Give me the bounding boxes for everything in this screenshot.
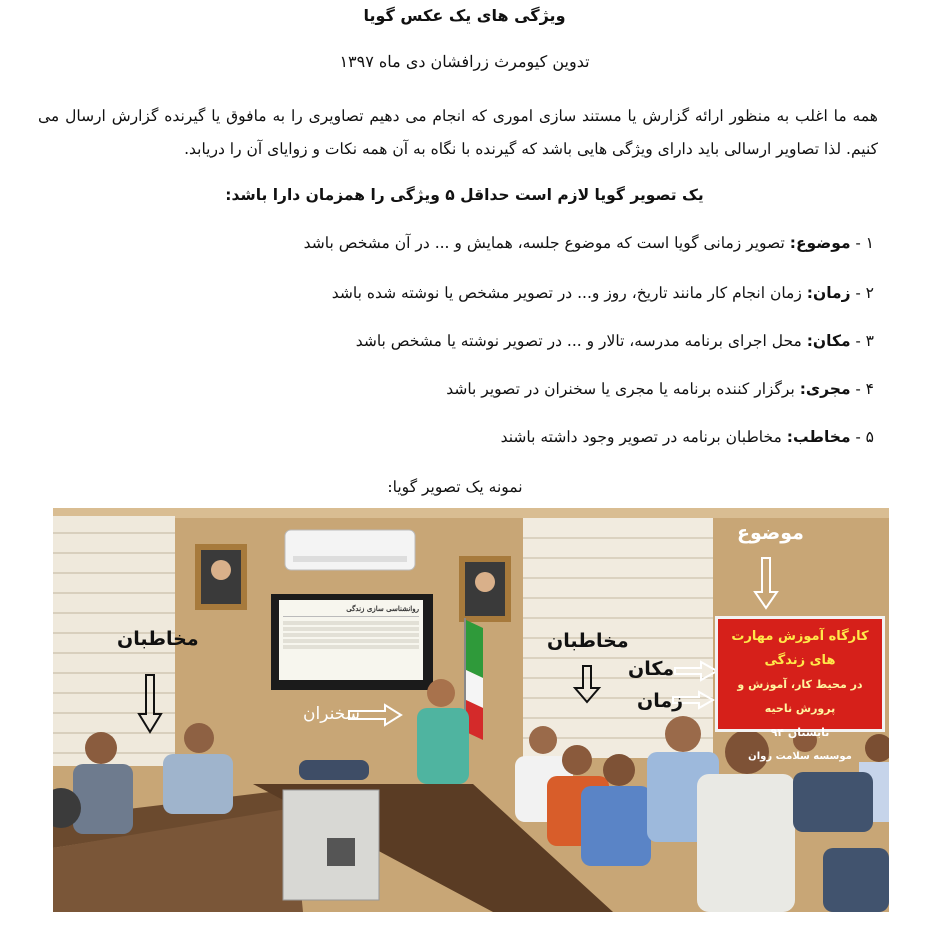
banner-line-4: موسسه سلامت روان	[748, 751, 852, 762]
label-place: مکان	[628, 658, 675, 680]
photo-caption: نمونه یک تصویر گویا:	[387, 478, 523, 496]
item-number: ۲ -	[855, 284, 874, 302]
intro-paragraph: همه ما اغلب به منظور ارائه گزارش یا مستند سازی اموری که انجام می دهیم تصاویری را به مافوق یا گیرنده گزارش ارسال می کنیم. لذا تصاویر ارسالی باید دارای ویژگی هایی باشد که گیرنده با نگاه به آن همه نکات و زوایای آن را دریابد.	[38, 107, 878, 158]
list-item	[356, 332, 874, 350]
banner-line-3: تابستان ۹۴	[770, 726, 830, 739]
item-desc: محل اجرای برنامه مدرسه، تالار و ... در تصویر نوشته یا مشخص باشد	[355, 332, 802, 350]
slide-title: روانشناسی سازی زندگی	[346, 604, 419, 613]
banner-line-2: در محیط کار، آموزش و پرورش ناحیه	[737, 678, 863, 715]
item-term: مجری:	[799, 380, 851, 398]
item-term: زمان:	[806, 284, 851, 302]
item-number: ۱ -	[855, 234, 874, 252]
workshop-banner	[715, 616, 885, 762]
item-number: ۳ -	[855, 332, 874, 350]
label-time: زمان	[637, 690, 684, 712]
label-topic: موضوع	[737, 522, 804, 544]
list-item	[501, 428, 874, 446]
item-number: ۵ -	[855, 428, 874, 446]
label-audience-right: مخاطبان	[547, 630, 629, 652]
item-term: مخاطب:	[786, 428, 851, 446]
label-speaker: سخنران	[303, 704, 360, 724]
list-item	[446, 380, 874, 398]
item-desc: برگزار کننده برنامه یا مجری یا سخنران در تصویر باشد	[446, 380, 795, 398]
item-term: مکان:	[806, 332, 851, 350]
item-term: موضوع:	[789, 234, 851, 252]
projected-slide	[279, 600, 423, 680]
banner-line-1: کارگاه آموزش مهارت های زندگی	[731, 629, 869, 668]
item-number: ۴ -	[855, 380, 874, 398]
item-desc: زمان انجام کار مانند تاریخ، روز و... در تصویر مشخص یا نوشته شده باشد	[331, 284, 802, 302]
subheading: یک تصویر گویا لازم است حداقل ۵ ویژگی را همزمان دارا باشد:	[225, 186, 704, 204]
author-line: تدوین کیومرث زرافشان دی ماه ۱۳۹۷	[339, 52, 590, 71]
label-audience-left: مخاطبان	[117, 628, 199, 650]
sample-photo	[53, 508, 889, 912]
document-title: ویژگی های یک عکس گویا	[363, 6, 566, 25]
item-desc: تصویر زمانی گویا است که موضوع جلسه، همایش و ... در آن مشخص باشد	[303, 234, 785, 252]
item-desc: مخاطبان برنامه در تصویر وجود داشته باشند	[500, 428, 782, 446]
list-item	[304, 234, 874, 252]
list-item	[332, 284, 874, 302]
